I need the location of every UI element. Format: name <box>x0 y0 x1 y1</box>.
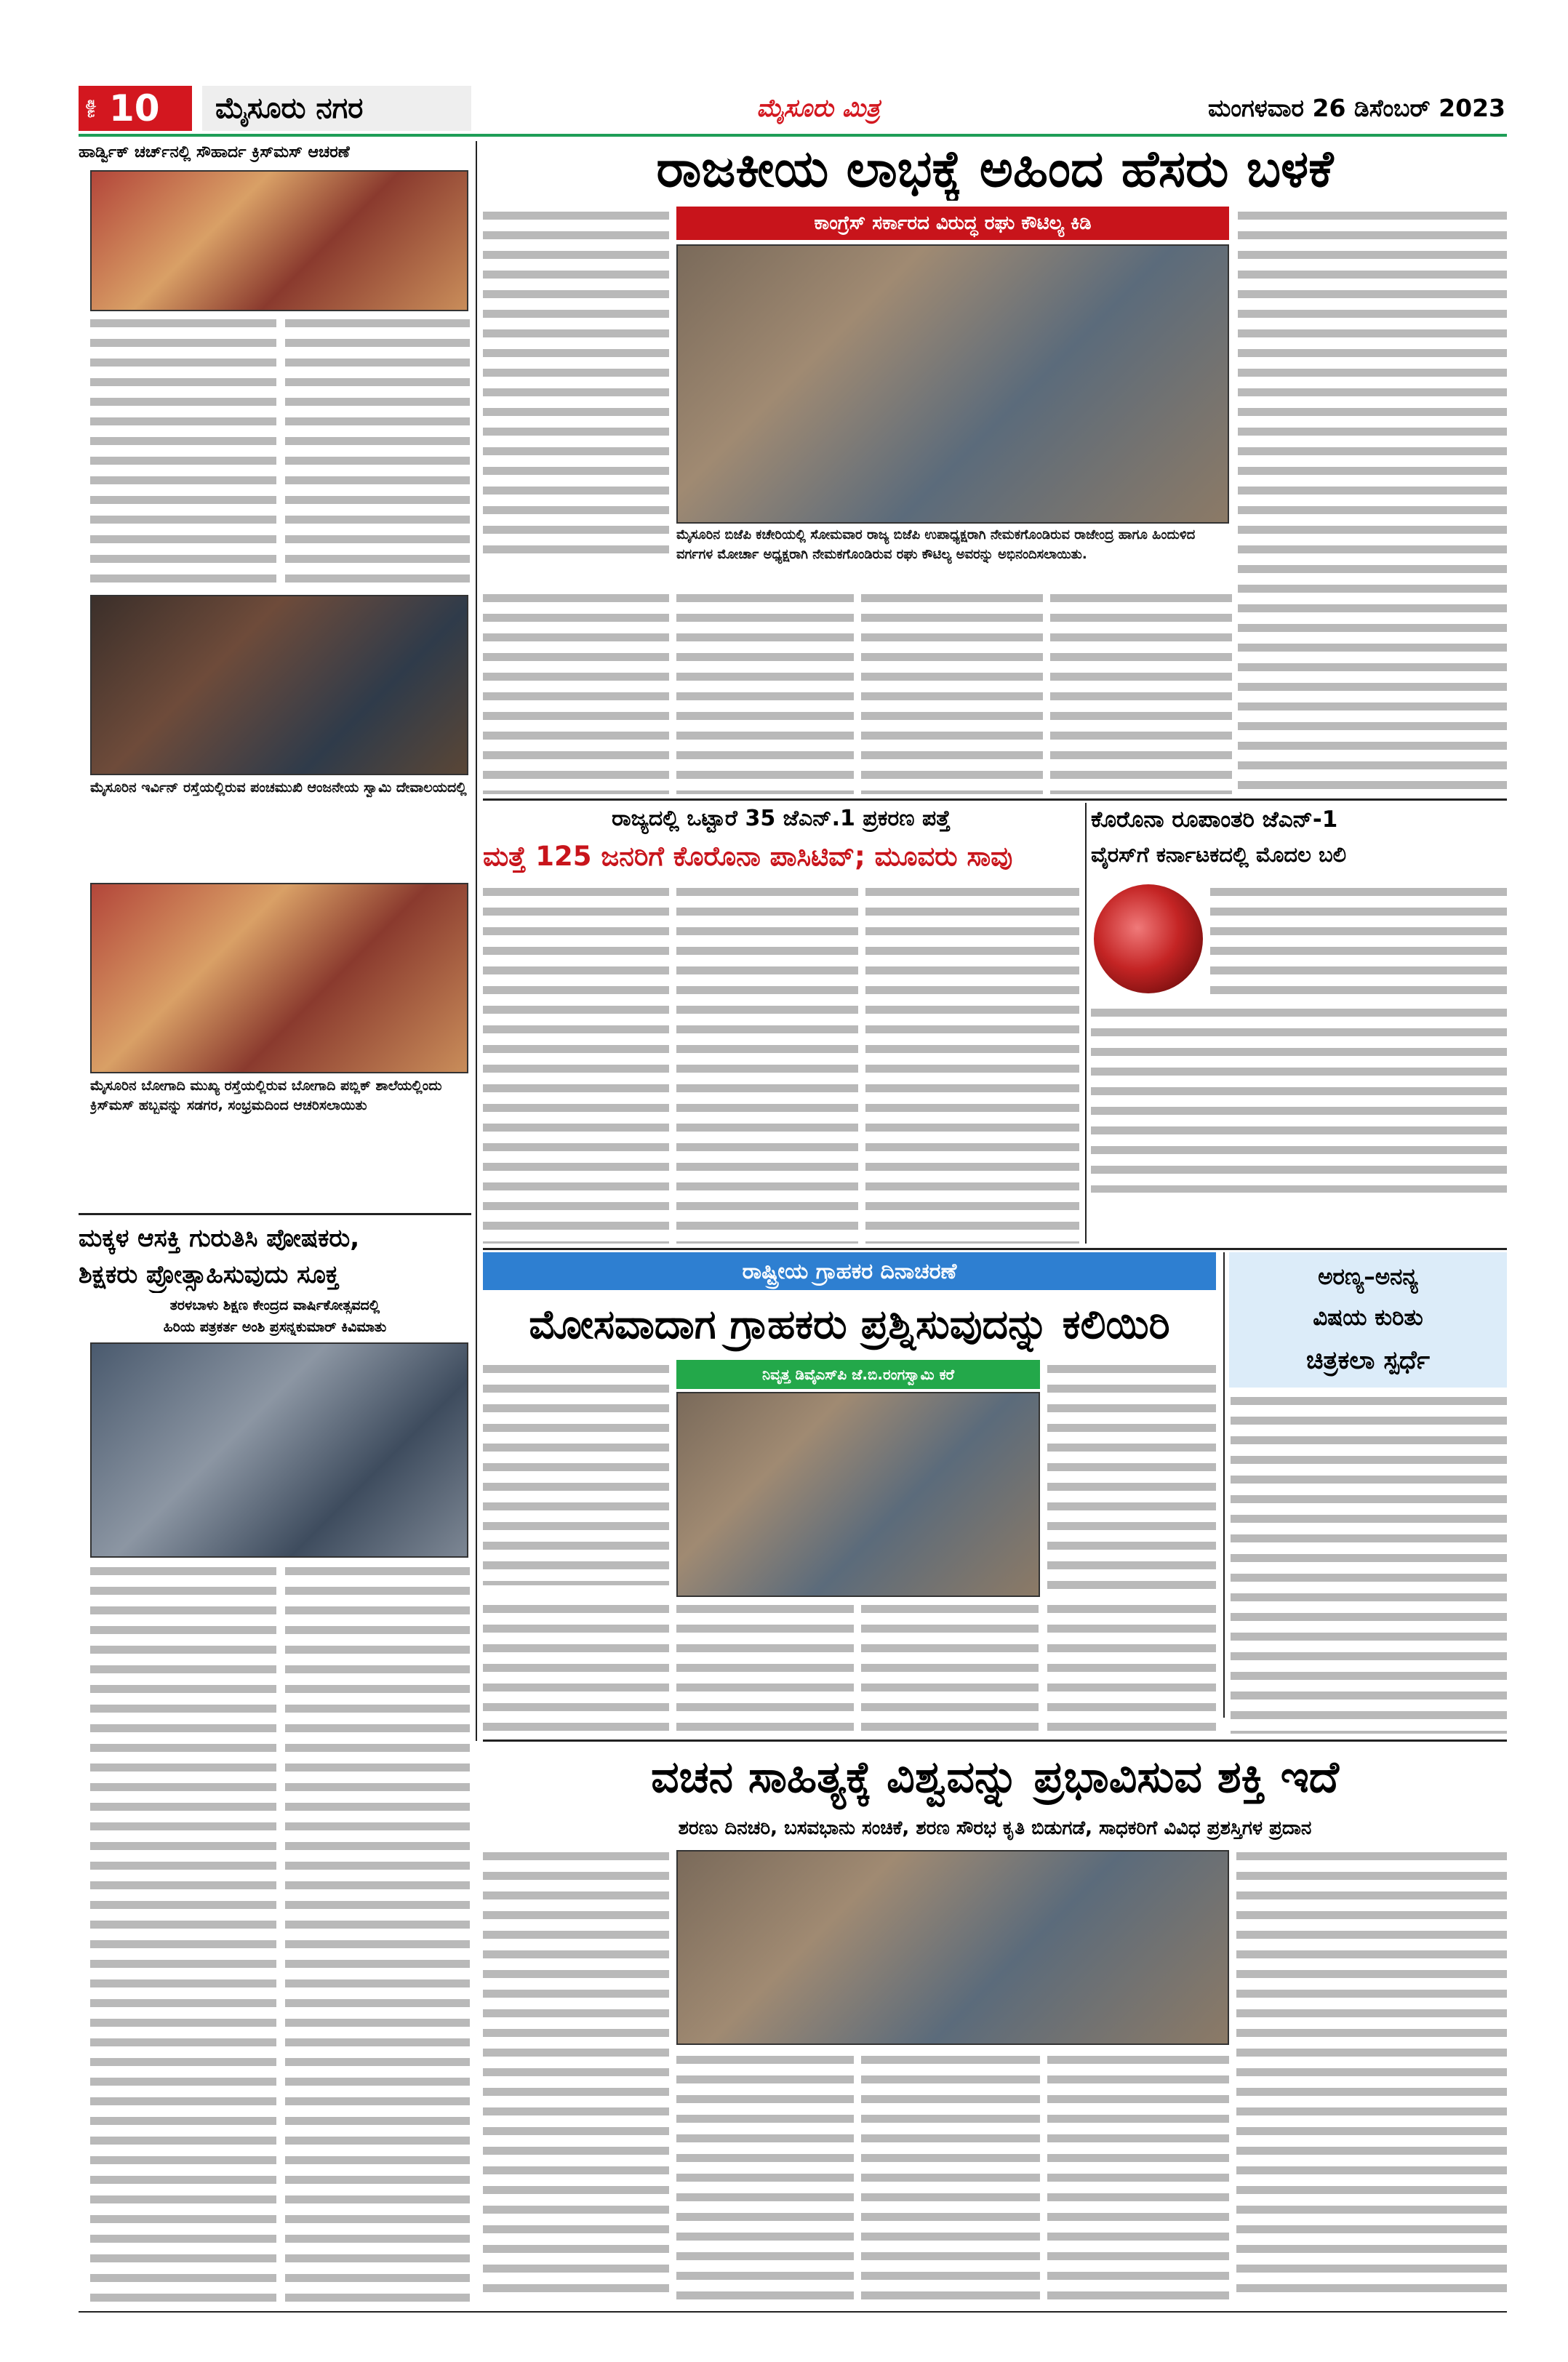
covid-body-col1 <box>483 883 669 1244</box>
section-name: ಮೈಸೂರು ನಗರ <box>202 86 471 131</box>
church-body-col1 <box>90 314 276 589</box>
divider-consumer-bottom <box>483 1740 1507 1742</box>
aranya-line-1: ಅರಣ್ಯ–ಅನನ್ಯ <box>1318 1264 1418 1290</box>
vachana-body-col5 <box>1236 1847 1507 2304</box>
aranya-line-2: ವಿಷಯ ಕುರಿತು <box>1313 1305 1423 1331</box>
column-divider-left <box>476 141 477 1741</box>
children-body-col2 <box>285 1562 470 2304</box>
temple-caption: ಮೈಸೂರಿನ ಇರ್ವಿನ್ ರಸ್ತೆಯಲ್ಲಿರುವ ಪಂಚಮುಖಿ ಆಂಜನೇಯ ಸ್ವಾಮಿ ದೇವಾಲಯದಲ್ಲಿ <box>90 780 467 796</box>
temple-photo <box>90 595 468 775</box>
left-divider-1 <box>79 1213 471 1215</box>
covid-body-col2 <box>676 883 858 1244</box>
lead-body-col1b <box>483 589 669 794</box>
consumer-subhead: ನಿವೃತ್ತ ಡಿವೈಎಸ್‌ಪಿ ಜೆ.ಬಿ.ರಂಗಸ್ವಾಮಿ ಕರೆ <box>676 1360 1040 1389</box>
vachana-subhead: ಶರಣು ದಿನಚರಿ, ಬಸವಭಾನು ಸಂಚಿಕೆ, ಶರಣ ಸೌರಭ ಕೃತಿ ಬಿಡುಗಡೆ, ಸಾಧಕರಿಗೆ ವಿವಿಧ ಪ್ರಶಸ್ತಿಗಳ ಪ್ರದಾನ <box>678 1817 1312 1839</box>
aranya-heading-box <box>1229 1252 1507 1388</box>
consumer-body-col2 <box>676 1600 854 1734</box>
children-deck-1: ತರಳಬಾಳು ಶಿಕ್ಷಣ ಕೇಂದ್ರದ ವಾರ್ಷಿಕೋತ್ಸವದಲ್ಲಿ <box>169 1297 380 1313</box>
variant-body-right <box>1210 883 1507 999</box>
paper-logo: ಮೈಸೂರು ಮಿತ್ರ <box>756 94 880 123</box>
covid-kicker: ರಾಜ್ಯದಲ್ಲಿ ಒಟ್ಟಾರೆ 35 ಜೆಎನ್.1 ಪ್ರಕರಣ ಪತ್ತೆ <box>612 806 951 831</box>
consumer-body-col3 <box>861 1600 1039 1734</box>
consumer-body-col4 <box>1047 1360 1216 1596</box>
lead-photo <box>676 244 1229 524</box>
lead-subhead: ಕಾಂಗ್ರೆಸ್ ಸರ್ಕಾರದ ವಿರುದ್ಧ ರಘು ಕೌಟಿಲ್ಯ ಕಿಡಿ <box>676 207 1229 240</box>
lead-body-col1 <box>483 207 669 561</box>
aranya-divider <box>1223 1252 1225 1718</box>
lead-body-col5 <box>1238 207 1507 794</box>
aranya-line-3: ಚಿತ್ರಕಲಾ ಸ್ಪರ್ಧೆ <box>1306 1346 1430 1375</box>
consumer-body-col4b <box>1047 1600 1216 1734</box>
covid-body-col3 <box>865 883 1079 1244</box>
children-body-col1 <box>90 1562 276 2304</box>
lead-headline: ರಾಜಕೀಯ ಲಾಭಕ್ಕೆ ಅಹಿಂದ ಹೆಸರು ಬಳಕೆ <box>656 139 1334 199</box>
consumer-headline: ಮೋಸವಾದಾಗ ಗ್ರಾಹಕರು ಪ್ರಶ್ನಿಸುವುದನ್ನು ಕಲಿಯಿರಿ <box>529 1301 1170 1348</box>
lead-body-col3 <box>861 589 1043 794</box>
school-caption: ಮೈಸೂರಿನ ಬೋಗಾದಿ ಮುಖ್ಯ ರಸ್ತೆಯಲ್ಲಿರುವ ಬೋಗಾದಿ ಪಬ್ಲಿಕ್ ಶಾಲೆಯಲ್ಲಿಂದು ಕ್ರಿಸ್‌ಮಸ್ ಹಬ್ಬವನ್ನು ಸಡಗರ, ಸಂಭ್ರಮದಿಂದ ಆಚರಿಸಲಾಯಿತು <box>90 1078 442 1113</box>
lead-body-col2 <box>676 589 854 794</box>
children-headline-1: ಮಕ್ಕಳ ಆಸಕ್ತಿ ಗುರುತಿಸಿ ಪೋಷಕರು, <box>79 1224 360 1253</box>
page-bottom-rule <box>79 2311 1507 2313</box>
vachana-photo <box>676 1850 1229 2045</box>
church-photo <box>90 170 468 311</box>
vachana-body-col2 <box>676 2051 854 2304</box>
page-label: ಪುಟ <box>84 99 99 118</box>
variant-subhead: ವೈರಸ್‌ಗೆ ಕರ್ನಾಟಕದಲ್ಲಿ ಮೊದಲ ಬಲಿ <box>1091 842 1347 867</box>
variant-body <box>1091 1004 1507 1193</box>
vachana-body-col1 <box>483 1847 669 2304</box>
consumer-photo <box>676 1392 1040 1597</box>
page-number: 10 <box>109 87 160 129</box>
virus-image <box>1094 884 1203 993</box>
school-photo <box>90 883 468 1073</box>
divider-lead-bottom <box>483 798 1507 801</box>
vachana-body-col3 <box>861 2051 1040 2304</box>
lead-body-col4 <box>1050 589 1232 794</box>
vachana-headline: ವಚನ ಸಾಹಿತ್ಯಕ್ಕೆ ವಿಶ್ವವನ್ನು ಪ್ರಭಾವಿಸುವ ಶಕ್ತಿ ಇದೆ <box>651 1752 1339 1803</box>
consumer-banner: ರಾಷ್ಟ್ರೀಯ ಗ್ರಾಹಕರ ದಿನಾಚರಣೆ <box>483 1252 1216 1290</box>
lead-caption: ಮೈಸೂರಿನ ಬಿಜೆಪಿ ಕಚೇರಿಯಲ್ಲಿ ಸೋಮವಾರ ರಾಜ್ಯ ಬಿಜೆಪಿ ಉಪಾಧ್ಯಕ್ಷರಾಗಿ ನೇಮಕಗೊಂಡಿರುವ ರಾಜೇಂದ್ರ ಹಾಗೂ ಹಿಂದುಳಿದ ವರ್ಗಗಳ ಮೋರ್ಚಾ ಅಧ್ಯಕ್ಷರಾಗಿ ನೇಮಕಗೊಂಡಿರುವ ರಘು ಕೌಟಿಲ್ಯ ಅವರನ್ನು ಅಭಿನಂದಿಸಲಾಯಿತು. <box>676 527 1196 562</box>
covid-divider <box>1085 803 1087 1244</box>
vachana-body-col4 <box>1047 2051 1229 2304</box>
covid-headline: ಮತ್ತೆ 125 ಜನರಿಗೆ ಕೊರೊನಾ ಪಾಸಿಟಿವ್; ಮೂವರು ಸಾವು <box>483 841 1013 872</box>
children-photo <box>90 1342 468 1558</box>
children-deck-2: ಹಿರಿಯ ಪತ್ರಕರ್ತ ಅಂಶಿ ಪ್ರಸನ್ನಕುಮಾರ್ ಕಿವಿಮಾತು <box>163 1319 387 1335</box>
page-number-badge <box>79 86 192 131</box>
divider-covid-bottom <box>483 1248 1507 1250</box>
consumer-body-col1 <box>483 1360 669 1585</box>
church-body-col2 <box>285 314 470 589</box>
variant-headline: ಕೊರೊನಾ ರೂಪಾಂತರಿ ಜೆಎನ್-1 <box>1091 806 1338 833</box>
children-headline-2: ಶಿಕ್ಷಕರು ಪ್ರೋತ್ಸಾಹಿಸುವುದು ಸೂಕ್ತ <box>79 1260 340 1289</box>
issue-date: ಮಂಗಳವಾರ 26 ಡಿಸೆಂಬರ್ 2023 <box>1207 94 1505 122</box>
consumer-body-col1b <box>483 1600 669 1734</box>
church-headline: ಹಾರ್ಡ್ವಿಕ್ ಚರ್ಚ್‌ನಲ್ಲಿ ಸೌಹಾರ್ದ ಕ್ರಿಸ್‌ಮಸ್ ಆಚರಣೆ <box>79 143 350 161</box>
aranya-body <box>1231 1392 1507 1734</box>
